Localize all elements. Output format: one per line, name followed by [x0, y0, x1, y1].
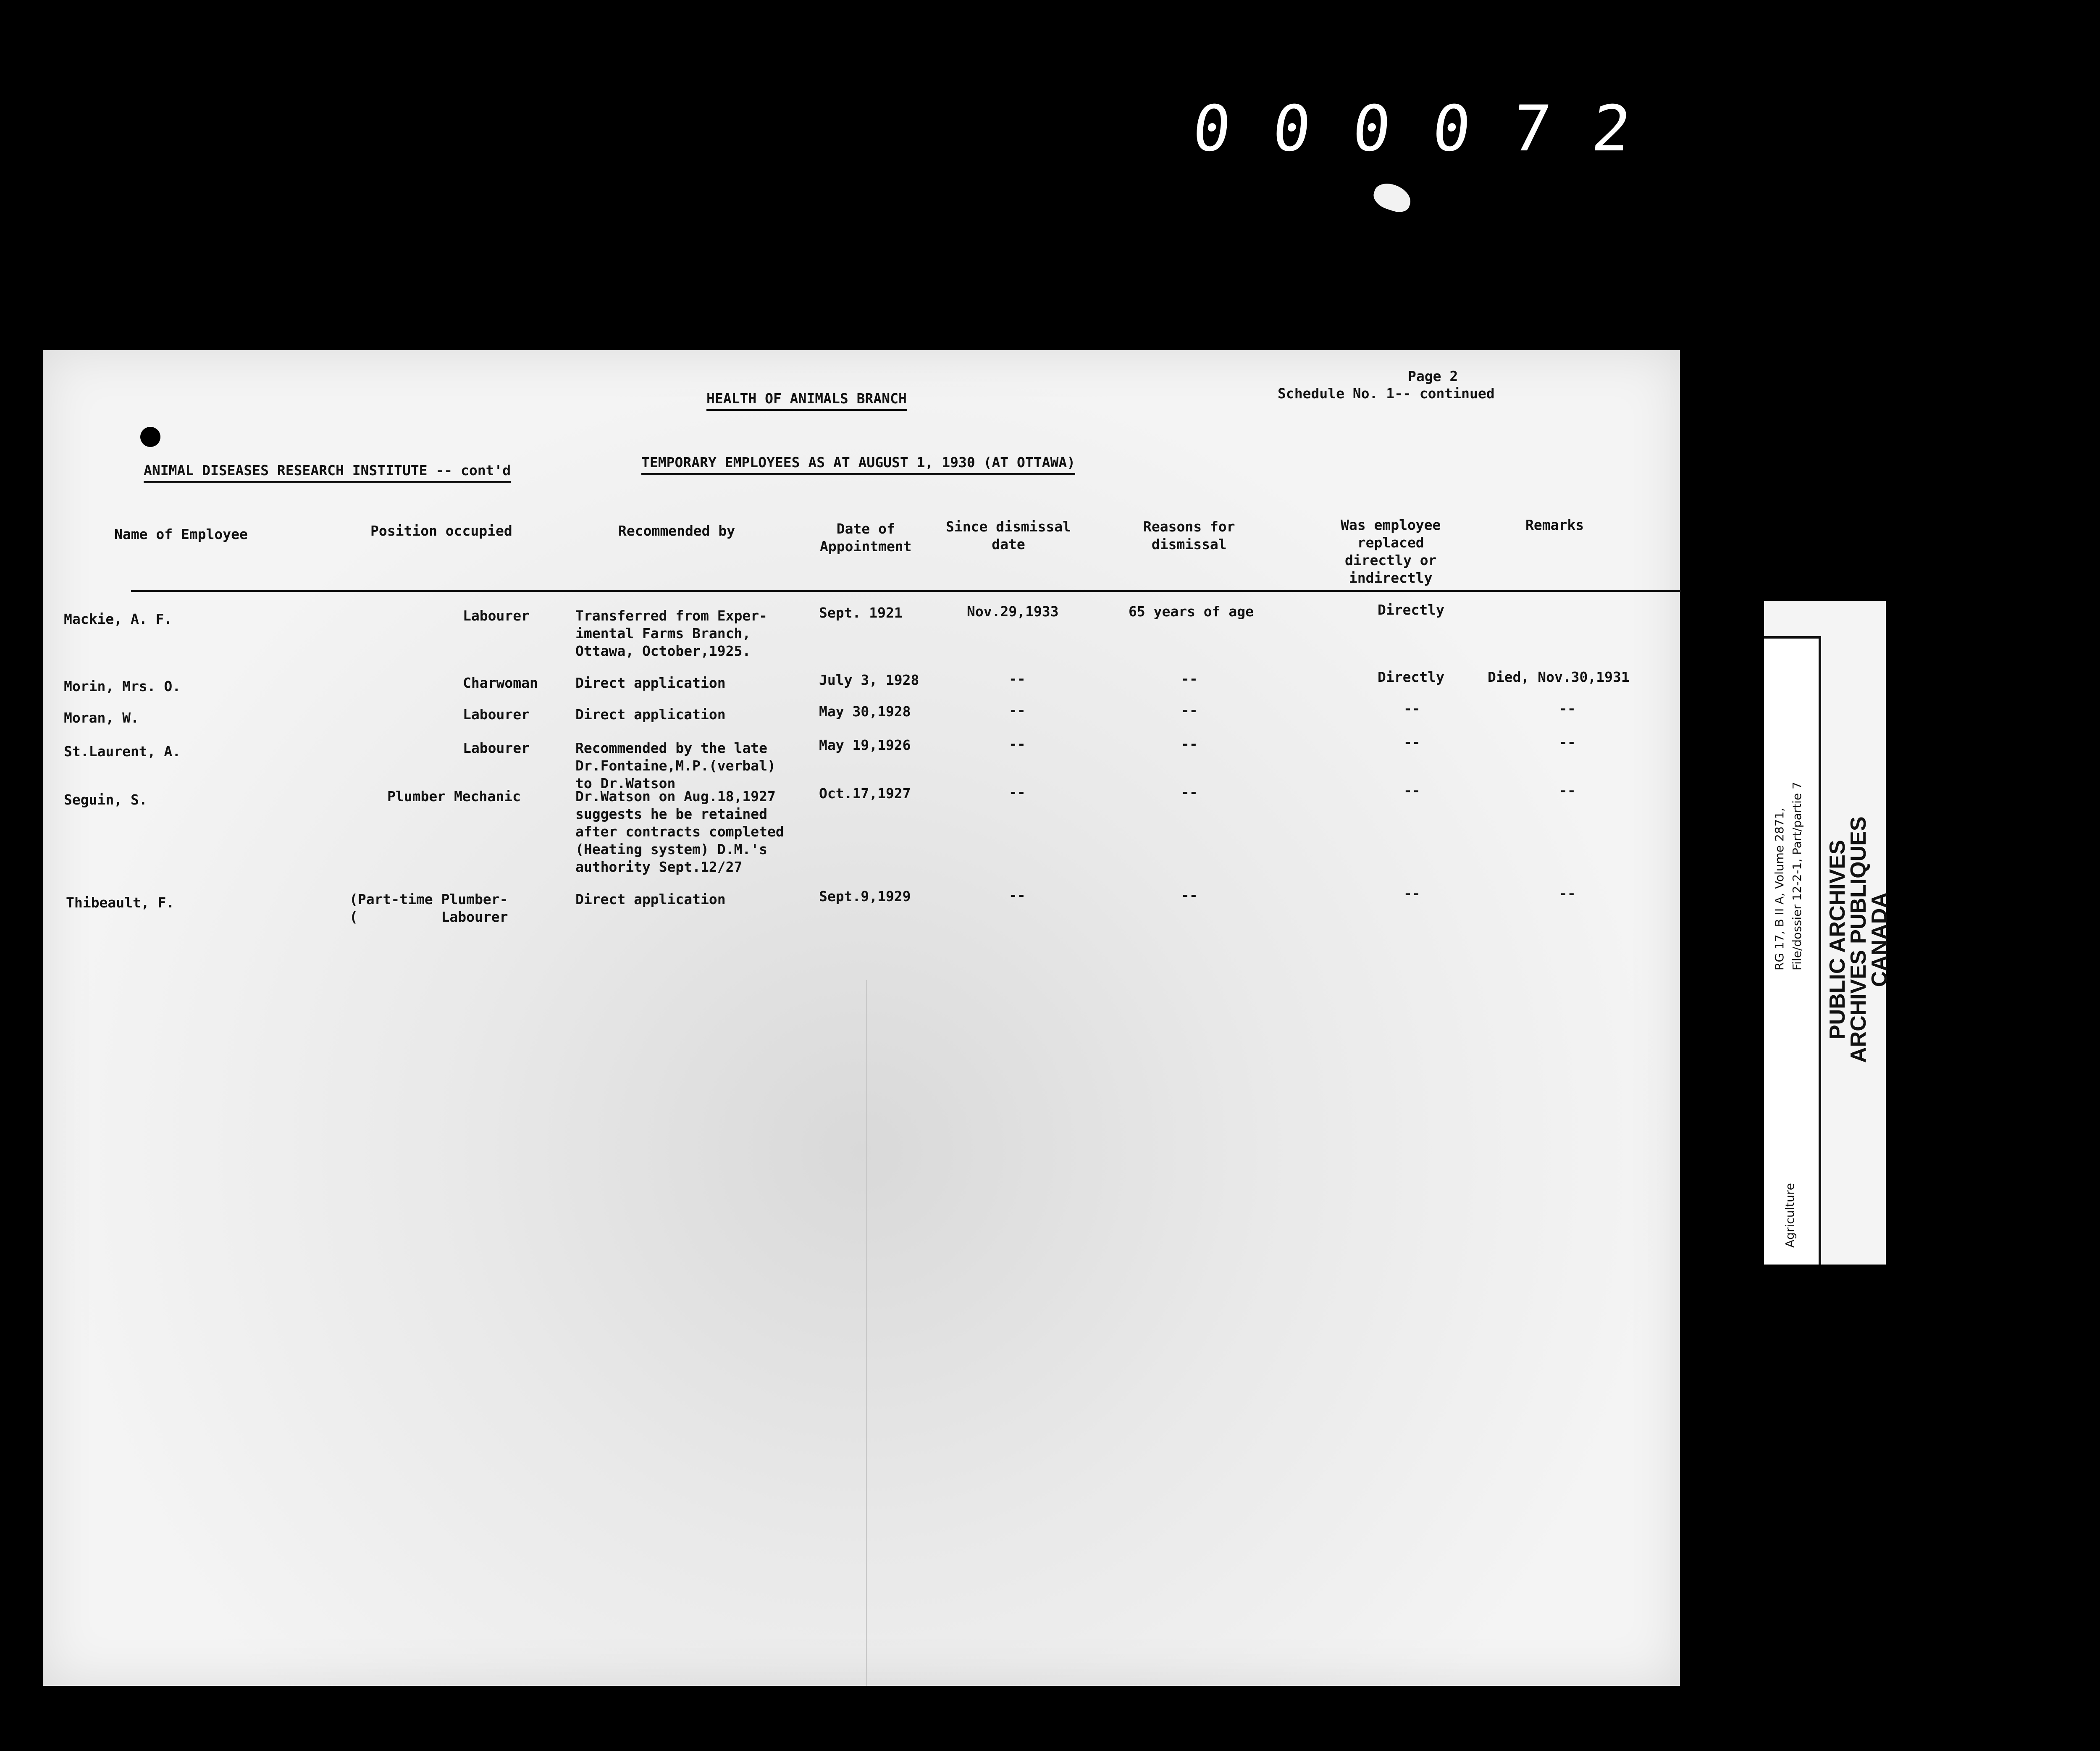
archive-label: [1764, 601, 1892, 1265]
column-header-date-appointment: Date of Appointment: [820, 521, 912, 555]
employee-position: Labourer: [463, 706, 530, 723]
employee-name: Mackie, A. F.: [64, 611, 173, 627]
column-header-reasons: Reasons for dismissal: [1143, 518, 1235, 552]
employee-recommended: Dr.Watson on Aug.18,1927 suggests he be retained after contracts completed (Heating system) D.M.'s authority Sept.12/27: [575, 788, 784, 875]
column-header-remarks: Remarks: [1525, 517, 1584, 533]
page-number: Page 2: [1408, 368, 1458, 384]
employee-remarks: Died, Nov.30,1931: [1488, 669, 1630, 685]
archive-name: PUBLIC ARCHIVES ARCHIVES PUBLIQUES CANADA: [1825, 816, 1892, 1063]
employee-name: Morin, Mrs. O.: [64, 678, 181, 694]
column-header-name: Name of Employee: [114, 526, 248, 542]
employee-dismissal: --: [1009, 670, 1026, 687]
employee-replaced: Directly: [1378, 669, 1444, 685]
employee-position: Charwoman: [463, 675, 538, 691]
employee-replaced: --: [1404, 885, 1420, 902]
employee-reasons: 65 years of age: [1129, 603, 1254, 620]
employees-title: TEMPORARY EMPLOYEES AS AT AUGUST 1, 1930 (AT OTTAWA): [641, 454, 1075, 475]
employee-reasons: --: [1181, 736, 1198, 752]
employee-replaced: --: [1404, 782, 1420, 799]
employee-replaced: Directly: [1378, 602, 1444, 618]
employee-date: Sept. 1921: [819, 605, 903, 621]
employee-date: July 3, 1928: [819, 672, 919, 688]
schedule-label: Schedule No. 1-- continued: [1278, 385, 1495, 402]
employee-recommended: Direct application: [575, 675, 726, 691]
employee-remarks: --: [1559, 885, 1576, 902]
column-header-recommended: Recommended by: [618, 523, 735, 539]
employee-date: May 19,1926: [819, 737, 911, 753]
employee-reasons: --: [1181, 784, 1198, 800]
employee-recommended: Direct application: [575, 891, 726, 907]
frame-number: 000072: [1189, 92, 1677, 166]
employee-dismissal: --: [1009, 784, 1026, 800]
employee-remarks: --: [1559, 782, 1576, 799]
employee-dismissal: Nov.29,1933: [967, 603, 1059, 620]
employee-dismissal: --: [1009, 702, 1026, 718]
header-rule: [131, 590, 1681, 592]
employee-recommended: Direct application: [575, 706, 726, 723]
archive-reference-line2: File/dossier 12-2-1, Part/partie 7: [1790, 782, 1804, 970]
employee-name: St.Laurent, A.: [64, 743, 181, 760]
institute-title: ANIMAL DISEASES RESEARCH INSTITUTE -- cont'd: [144, 462, 511, 483]
employee-date: Oct.17,1927: [819, 785, 911, 802]
employee-date: May 30,1928: [819, 703, 911, 720]
column-header-position: Position occupied: [370, 523, 512, 539]
employee-replaced: --: [1404, 734, 1420, 750]
employee-recommended: Transferred from Exper- imental Farms Branch, Ottawa, October,1925.: [575, 607, 767, 659]
film-blemish: [1370, 180, 1414, 216]
employee-name: Seguin, S.: [64, 791, 147, 808]
employee-name: Thibeault, F.: [66, 894, 175, 911]
employee-position: Labourer: [463, 607, 530, 624]
employee-position: Labourer: [463, 740, 530, 756]
employee-position: Plumber Mechanic: [387, 788, 521, 805]
archive-reference-box: [1764, 636, 1821, 1265]
employee-dismissal: --: [1009, 736, 1026, 752]
column-header-dismissal-date: Since dismissal date: [946, 518, 1071, 552]
employee-recommended: Recommended by the late Dr.Fontaine,M.P.(verbal) to Dr.Watson: [575, 740, 776, 791]
document-page: [43, 350, 1680, 1686]
employee-reasons: --: [1181, 670, 1198, 687]
branch-title: HEALTH OF ANIMALS BRANCH: [706, 390, 907, 411]
employee-replaced: --: [1404, 700, 1420, 717]
punch-hole: [140, 427, 160, 447]
employee-name: Moran, W.: [64, 710, 139, 726]
archive-subject: Agriculture: [1783, 1183, 1797, 1248]
employee-reasons: --: [1181, 702, 1198, 718]
employee-dismissal: --: [1009, 887, 1026, 903]
employee-remarks: --: [1559, 700, 1576, 717]
employee-reasons: --: [1181, 887, 1198, 903]
employee-position: (Part-time Plumber- ( Labourer: [349, 891, 508, 925]
archive-reference-line1: RG 17, B II A, Volume 2871,: [1772, 807, 1786, 970]
column-header-replaced: Was employee replaced directly or indirectly: [1341, 517, 1441, 586]
page-fold-line: [866, 980, 867, 1686]
employee-remarks: --: [1559, 734, 1576, 750]
employee-date: Sept.9,1929: [819, 888, 911, 904]
